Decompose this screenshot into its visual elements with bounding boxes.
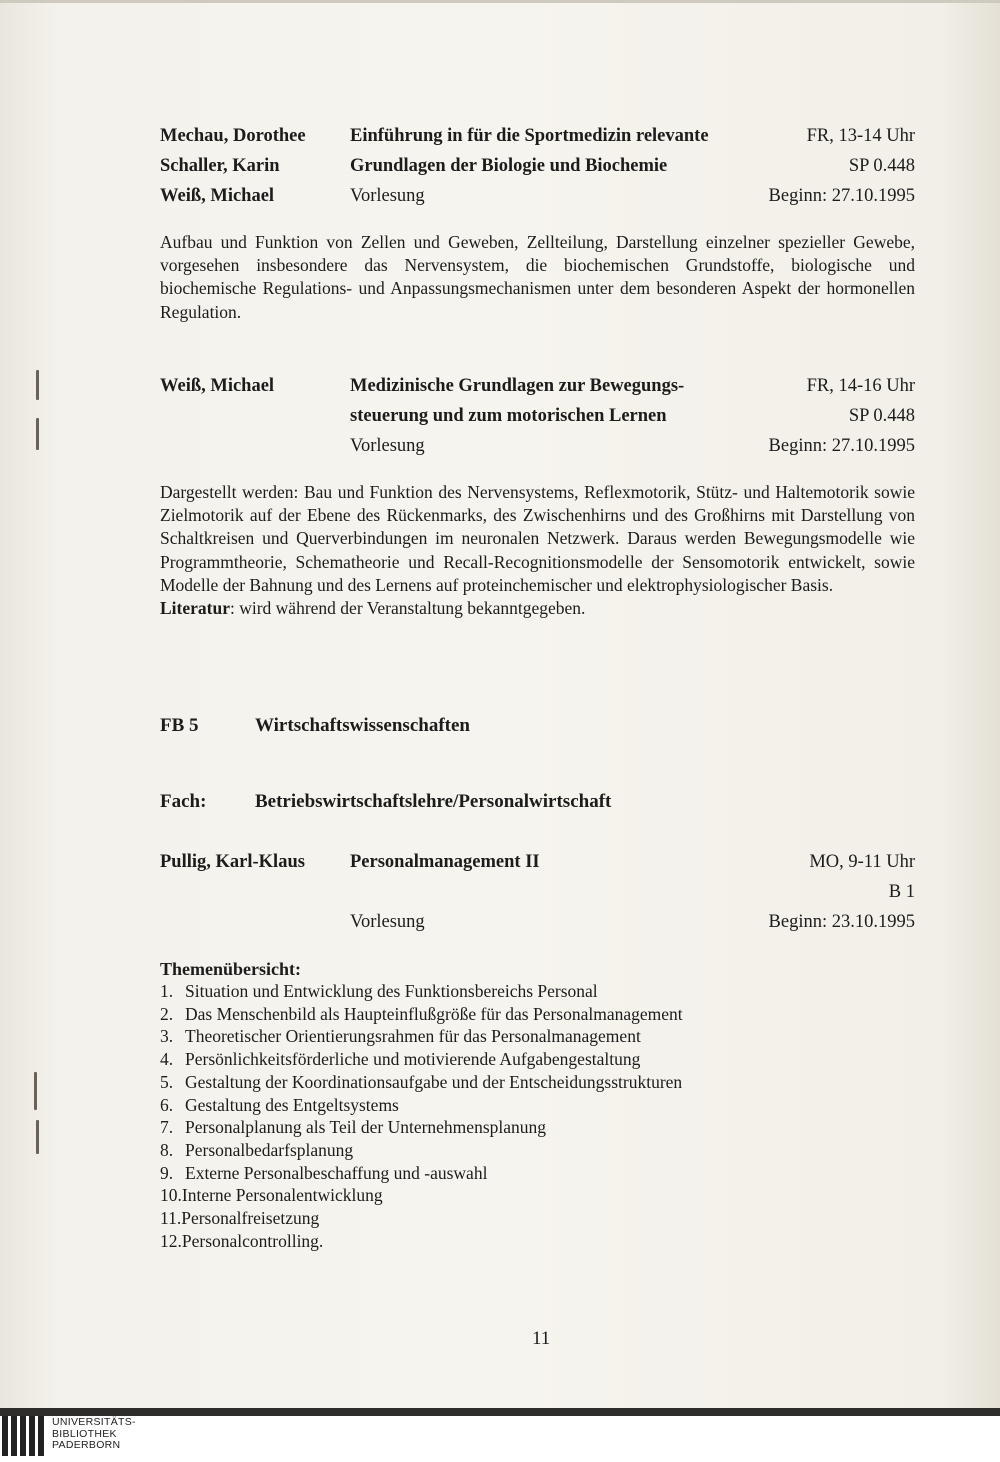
course-room: SP 0.448	[848, 156, 915, 176]
course-2-row-2	[160, 402, 915, 430]
list-item: 11.Personalfreisetzung	[160, 1208, 320, 1229]
topics-title: Themenübersicht:	[160, 959, 301, 979]
course-title: Medizinische Grundlagen zur Bewegungs-	[350, 376, 685, 396]
library-logo-icon	[2, 1416, 46, 1456]
lecturer-name: Schaller, Karin	[160, 156, 280, 176]
subject-name: Betriebswirtschaftslehre/Personalwirtschaft	[255, 791, 612, 812]
course-time: FR, 14-16 Uhr	[806, 376, 915, 396]
footer-divider	[0, 1408, 1000, 1416]
literature-label: Literatur	[160, 598, 230, 619]
list-item: 4. Persönlichkeitsförderliche und motivierende Aufgabengestaltung	[160, 1049, 641, 1070]
lecturer-name: Pullig, Karl-Klaus	[160, 852, 305, 872]
course-time: FR, 13-14 Uhr	[806, 126, 915, 146]
topics-list	[160, 980, 683, 1252]
course-kind: Vorlesung	[350, 186, 425, 206]
course-2-description	[160, 481, 915, 620]
course-kind: Vorlesung	[350, 436, 425, 456]
list-item: 7. Personalplanung als Teil der Unternehmensplanung	[160, 1117, 547, 1138]
course-title: steuerung und zum motorischen Lernen	[350, 406, 667, 426]
course-2-row-1	[160, 372, 915, 400]
description-text: Dargestellt werden: Bau und Funktion des Nervensystems, Reflexmotorik, Stütz- und Haltemotorik sowie Zielmotorik auf der Ebene des Rückenmarks, des Zwischenhirns und des Großhirns mit Darstellung von Schaltkreisen und Querverbindungen im neuronalen Netzwerk. Daraus werden Bewegungsmodelle wie Programmtheorie, Schematheorie und Recall-Recognitionsmodelle der Sensomotorik entwickelt, sowie Modelle der Bahnung und des Lernens auf proteinchemischer und elektrophysiologischer Basis.	[160, 482, 915, 595]
list-item: 5. Gestaltung der Koordinationsaufgabe und der Entscheidungsstrukturen	[160, 1071, 683, 1092]
library-footer	[0, 1416, 1000, 1462]
list-item: 2. Das Menschenbild als Haupteinflußgröße für das Personalmanagement	[160, 1003, 683, 1024]
top-edge	[0, 0, 1000, 3]
list-item: 8. Personalbedarfsplanung	[160, 1139, 354, 1160]
course-start: Beginn: 23.10.1995	[768, 912, 915, 932]
lecturer-name: Weiß, Michael	[160, 376, 275, 396]
page-number: 11	[532, 1328, 551, 1349]
course-room: SP 0.448	[848, 406, 915, 426]
course-room: B 1	[888, 882, 915, 902]
binding-mark	[36, 1120, 39, 1154]
lecturer-name: Mechau, Dorothee	[160, 126, 306, 146]
course-1-description: Aufbau und Funktion von Zellen und Geweben, Zellteilung, Darstellung einzelner spezieller Gewebe, vorgesehen insbesondere das Nervensystem, die biochemischen Grundstoffe, biologische und biochemische Regulations- und Anpassungsmechanismen unter dem besonderen Aspekt der hormonellen Regulation.	[160, 232, 915, 322]
list-item: 1. Situation und Entwicklung des Funktionsbereichs Personal	[160, 981, 598, 1001]
faculty-label: FB 5	[160, 715, 199, 736]
course-3-row-3	[160, 908, 915, 936]
course-3-row-1	[160, 848, 915, 876]
course-start: Beginn: 27.10.1995	[768, 186, 915, 206]
lecturer-name: Weiß, Michael	[160, 186, 275, 206]
list-item: 9. Externe Personalbeschaffung und -auswahl	[160, 1162, 488, 1183]
course-title: Grundlagen der Biologie und Biochemie	[350, 156, 668, 176]
library-name: UNIVERSITÄTS- BIBLIOTHEK PADERBORN	[52, 1416, 136, 1451]
course-title: Einführung in für die Sportmedizin relevante	[350, 126, 709, 146]
literature-text: : wird während der Veranstaltung bekanntgegeben.	[229, 598, 586, 619]
course-title: Personalmanagement II	[350, 852, 540, 872]
list-item: 3. Theoretischer Orientierungsrahmen für das Personalmanagement	[160, 1026, 641, 1047]
list-item: 12.Personalcontrolling.	[160, 1230, 324, 1251]
course-2-row-3	[160, 432, 915, 460]
binding-mark	[34, 1072, 37, 1110]
course-kind: Vorlesung	[350, 912, 425, 932]
course-time: MO, 9-11 Uhr	[809, 852, 915, 872]
course-3-row-2	[160, 878, 915, 906]
binding-mark	[36, 418, 39, 450]
course-1-row-2	[160, 152, 915, 180]
list-item: 10.Interne Personalentwicklung	[160, 1185, 383, 1206]
course-start: Beginn: 27.10.1995	[768, 436, 915, 456]
binding-mark	[36, 370, 39, 400]
faculty-name: Wirtschaftswissenschaften	[255, 715, 470, 736]
course-1-row-1	[160, 122, 915, 150]
list-item: 6. Gestaltung des Entgeltsystems	[160, 1094, 399, 1115]
subject-label: Fach:	[160, 791, 207, 812]
course-1-row-3	[160, 182, 915, 210]
